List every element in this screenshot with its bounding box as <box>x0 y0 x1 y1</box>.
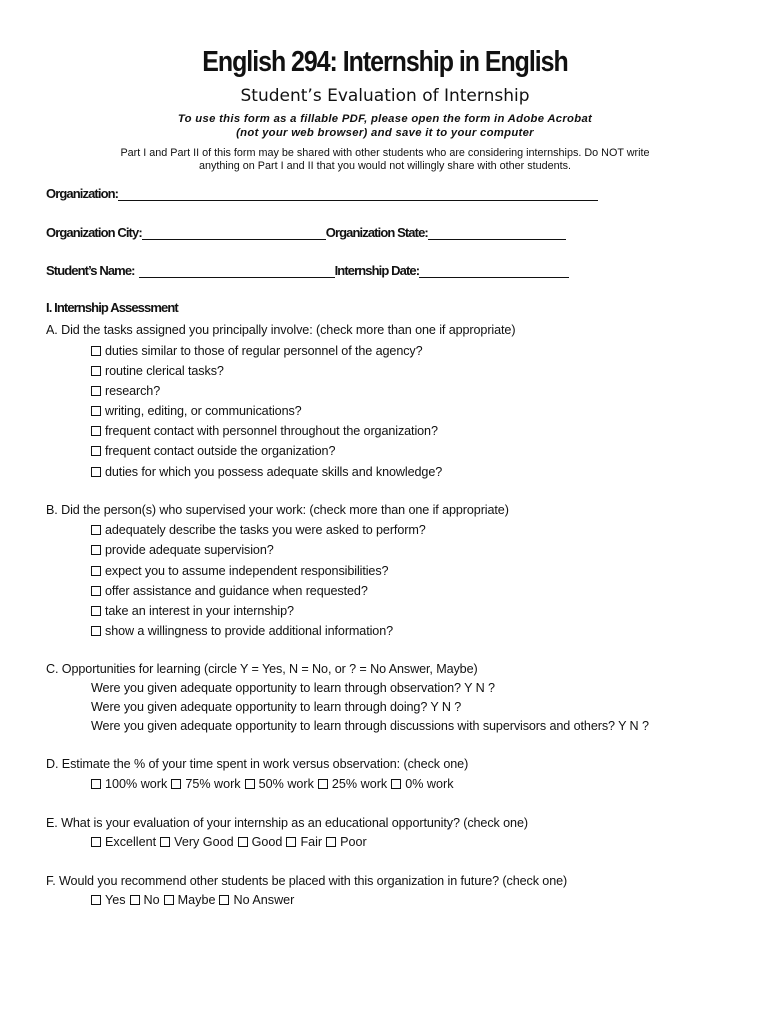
qb-option[interactable] <box>91 604 294 618</box>
checkbox[interactable] <box>171 779 181 789</box>
option-label: Maybe <box>177 893 216 907</box>
option-label: writing, editing, or communications? <box>105 404 302 418</box>
org-city-input-line[interactable] <box>142 227 326 240</box>
org-city-field[interactable] <box>46 225 566 240</box>
checkbox[interactable] <box>91 566 101 576</box>
option-label: 0% work <box>405 777 454 791</box>
checkbox[interactable] <box>91 545 101 555</box>
checkbox[interactable] <box>91 366 101 376</box>
option-label: show a willingness to provide additional information? <box>105 624 394 638</box>
qa-option[interactable] <box>91 444 335 458</box>
qf-option[interactable] <box>219 893 294 907</box>
checkbox[interactable] <box>91 426 101 436</box>
option-label: duties for which you possess adequate skills and knowledge? <box>105 465 443 479</box>
qa-option[interactable] <box>91 344 423 358</box>
checkbox[interactable] <box>91 446 101 456</box>
option-label: Yes <box>105 893 126 907</box>
qd-options-row <box>91 777 458 791</box>
option-label: adequately describe the tasks you were asked to perform? <box>105 523 426 537</box>
qd-option[interactable] <box>171 777 240 791</box>
qa-option[interactable] <box>91 384 160 398</box>
qc-line[interactable]: Were you given adequate opportunity to learn through observation? Y N ? <box>91 681 495 695</box>
checkbox[interactable] <box>91 586 101 596</box>
checkbox[interactable] <box>286 837 296 847</box>
option-label: Very Good <box>174 835 234 849</box>
note-line-1: Part I and Part II of this form may be shared with other students who are considering internships. Do NOT write <box>120 147 650 159</box>
question-f: F. Would you recommend other students be placed with this organization in future? (check one) <box>46 874 568 888</box>
qe-option[interactable] <box>286 835 322 849</box>
checkbox[interactable] <box>91 837 101 847</box>
option-label: No Answer <box>233 893 295 907</box>
qe-option[interactable] <box>91 835 156 849</box>
checkbox[interactable] <box>238 837 248 847</box>
qd-option[interactable] <box>245 777 314 791</box>
checkbox[interactable] <box>91 779 101 789</box>
option-label: Excellent <box>105 835 157 849</box>
instructions-line-2: (not your web browser) and save it to your computer <box>236 127 534 139</box>
page-subtitle: Student’s Evaluation of Internship <box>240 86 530 106</box>
qe-options-row <box>91 835 371 849</box>
checkbox[interactable] <box>91 346 101 356</box>
checkbox[interactable] <box>91 626 101 636</box>
qc-line[interactable]: Were you given adequate opportunity to learn through discussions with supervisors and others? Y N ? <box>91 719 649 733</box>
qb-option[interactable] <box>91 624 393 638</box>
checkbox[interactable] <box>91 606 101 616</box>
qe-option[interactable] <box>326 835 367 849</box>
qd-option[interactable] <box>318 777 387 791</box>
checkbox[interactable] <box>91 525 101 535</box>
qd-option[interactable] <box>91 777 167 791</box>
student-name-label: Student’s Name: <box>46 263 135 278</box>
qb-option[interactable] <box>91 523 426 537</box>
internship-date-input-line[interactable] <box>419 265 569 278</box>
option-label: Fair <box>300 835 323 849</box>
student-name-field[interactable] <box>46 263 569 278</box>
instructions-line-1: To use this form as a fillable PDF, please open the form in Adobe Acrobat <box>177 113 593 125</box>
qc-line[interactable]: Were you given adequate opportunity to learn through doing? Y N ? <box>91 700 462 714</box>
checkbox[interactable] <box>164 895 174 905</box>
organization-label: Organization: <box>46 186 119 201</box>
organization-input-line[interactable] <box>118 188 598 201</box>
qa-option[interactable] <box>91 364 224 378</box>
qe-option[interactable] <box>160 835 234 849</box>
option-label: routine clerical tasks? <box>105 364 224 378</box>
question-c: C. Opportunities for learning (circle Y = Yes, N = No, or ? = No Answer, Maybe) <box>46 662 478 676</box>
qf-option[interactable] <box>91 893 126 907</box>
option-label: take an interest in your internship? <box>105 604 294 618</box>
checkbox[interactable] <box>91 895 101 905</box>
option-label: 25% work <box>331 777 388 791</box>
checkbox[interactable] <box>91 467 101 477</box>
qa-option[interactable] <box>91 404 302 418</box>
checkbox[interactable] <box>219 895 229 905</box>
option-label: expect you to assume independent responsibilities? <box>105 564 389 578</box>
question-e: E. What is your evaluation of your internship as an educational opportunity? (check one) <box>46 816 528 830</box>
option-label: duties similar to those of regular personnel of the agency? <box>105 344 423 358</box>
qe-option[interactable] <box>238 835 283 849</box>
option-label: frequent contact with personnel throughout the organization? <box>105 424 438 438</box>
student-name-input-line[interactable] <box>139 265 335 278</box>
qb-option[interactable] <box>91 543 274 557</box>
option-label: No <box>143 893 160 907</box>
org-city-label: Organization City: <box>46 225 142 240</box>
checkbox[interactable] <box>130 895 140 905</box>
qb-option[interactable] <box>91 564 388 578</box>
qa-option[interactable] <box>91 465 442 479</box>
qf-option[interactable] <box>164 893 216 907</box>
qb-option[interactable] <box>91 584 368 598</box>
checkbox[interactable] <box>318 779 328 789</box>
option-label: 75% work <box>185 777 241 791</box>
qd-option[interactable] <box>391 777 453 791</box>
page-title: English 294: Internship in English <box>202 46 568 78</box>
checkbox[interactable] <box>245 779 255 789</box>
checkbox[interactable] <box>326 837 336 847</box>
option-label: offer assistance and guidance when requested? <box>105 584 368 598</box>
question-b: B. Did the person(s) who supervised your work: (check more than one if appropriate) <box>46 503 509 517</box>
checkbox[interactable] <box>160 837 170 847</box>
note-line-2: anything on Part I and II that you would not willingly share with other students. <box>198 160 572 172</box>
qa-option[interactable] <box>91 424 438 438</box>
checkbox[interactable] <box>91 386 101 396</box>
option-label: provide adequate supervision? <box>105 543 274 557</box>
checkbox[interactable] <box>91 406 101 416</box>
option-label: 50% work <box>258 777 314 791</box>
organization-field[interactable] <box>46 186 598 201</box>
option-label: frequent contact outside the organization? <box>105 444 336 458</box>
option-label: research? <box>105 384 161 398</box>
option-label: Good <box>251 835 283 849</box>
option-label: Poor <box>340 835 367 849</box>
question-a: A. Did the tasks assigned you principally involve: (check more than one if appropriate) <box>46 323 516 337</box>
section-heading: I. Internship Assessment <box>46 300 178 315</box>
checkbox[interactable] <box>391 779 401 789</box>
org-state-label: Organization State: <box>325 225 428 240</box>
qf-options-row <box>91 893 298 907</box>
question-d: D. Estimate the % of your time spent in work versus observation: (check one) <box>46 757 469 771</box>
option-label: 100% work <box>105 777 168 791</box>
qf-option[interactable] <box>130 893 160 907</box>
org-state-input-line[interactable] <box>428 227 566 240</box>
internship-date-label: Internship Date: <box>334 263 420 278</box>
